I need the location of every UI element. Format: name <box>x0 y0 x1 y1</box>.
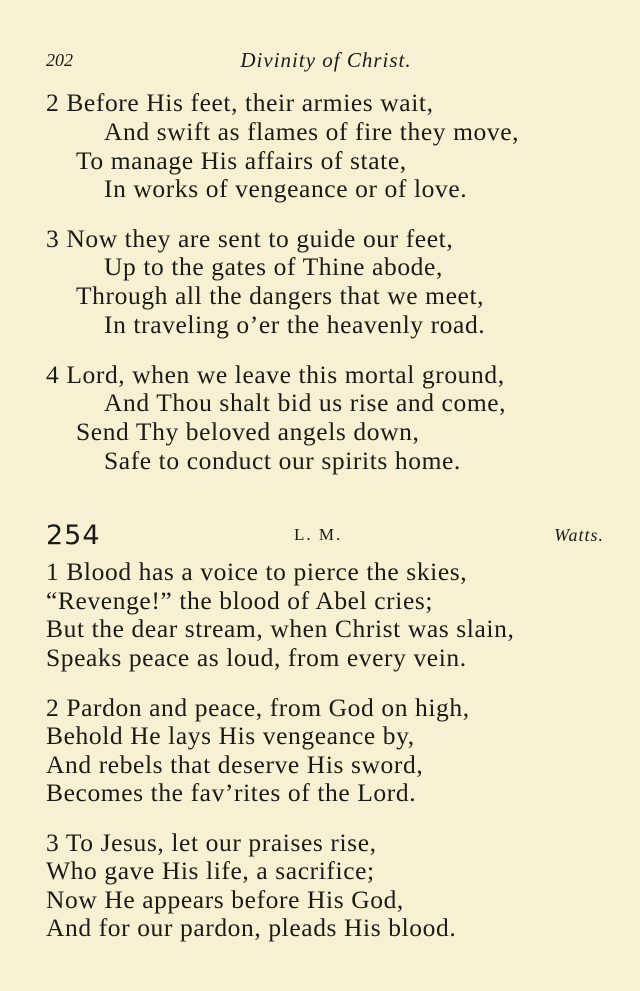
verse-line: In traveling o’er the heavenly road. <box>104 310 486 339</box>
verse-line: Send Thy beloved angels down, <box>76 417 420 446</box>
verse-line: Now He appears before His God, <box>46 885 404 914</box>
verse-line: In works of vengeance or of love. <box>104 174 468 203</box>
verse-line: Who gave His life, a sacrifice; <box>46 856 375 885</box>
verse-line: “Revenge!” the blood of Abel cries; <box>46 586 434 615</box>
page-title: Divinity of Christ. <box>240 48 412 72</box>
verse-line: 2 Before His feet, their armies wait, <box>46 88 434 117</box>
verse-line: And for our pardon, pleads His blood. <box>46 913 457 942</box>
verse-line: 2 Pardon and peace, from God on high, <box>46 693 470 722</box>
verse-line: Behold He lays His vengeance by, <box>46 721 415 750</box>
verse-line: But the dear stream, when Christ was slain, <box>46 614 515 643</box>
verse-line: Becomes the fav’rites of the Lord. <box>46 778 417 807</box>
hymn-meter: L. M. <box>294 525 343 544</box>
verse-line: Safe to conduct our spirits home. <box>104 446 461 475</box>
verse-line: And swift as flames of fire they move, <box>104 117 520 146</box>
verse-line: 3 Now they are sent to guide our feet, <box>46 224 454 253</box>
verse-line: To manage His affairs of state, <box>76 146 407 175</box>
verse-line: Up to the gates of Thine abode, <box>104 252 443 281</box>
hymn-number: 254 <box>46 520 101 551</box>
verse-line: 3 To Jesus, let our praises rise, <box>46 828 377 857</box>
verse-line: And Thou shalt bid us rise and come, <box>104 388 507 417</box>
hymn-254-header <box>46 522 604 552</box>
verse-line: 1 Blood has a voice to pierce the skies, <box>46 557 468 586</box>
hymn-author: Watts. <box>554 525 604 545</box>
verse-line: Through all the dangers that we meet, <box>76 281 485 310</box>
verse-line: Speaks peace as loud, from every vein. <box>46 643 467 672</box>
verse-line: And rebels that deserve His sword, <box>46 750 424 779</box>
verse-line: 4 Lord, when we leave this mortal ground, <box>46 360 505 389</box>
running-head <box>46 48 606 76</box>
page-number: 202 <box>46 50 73 70</box>
